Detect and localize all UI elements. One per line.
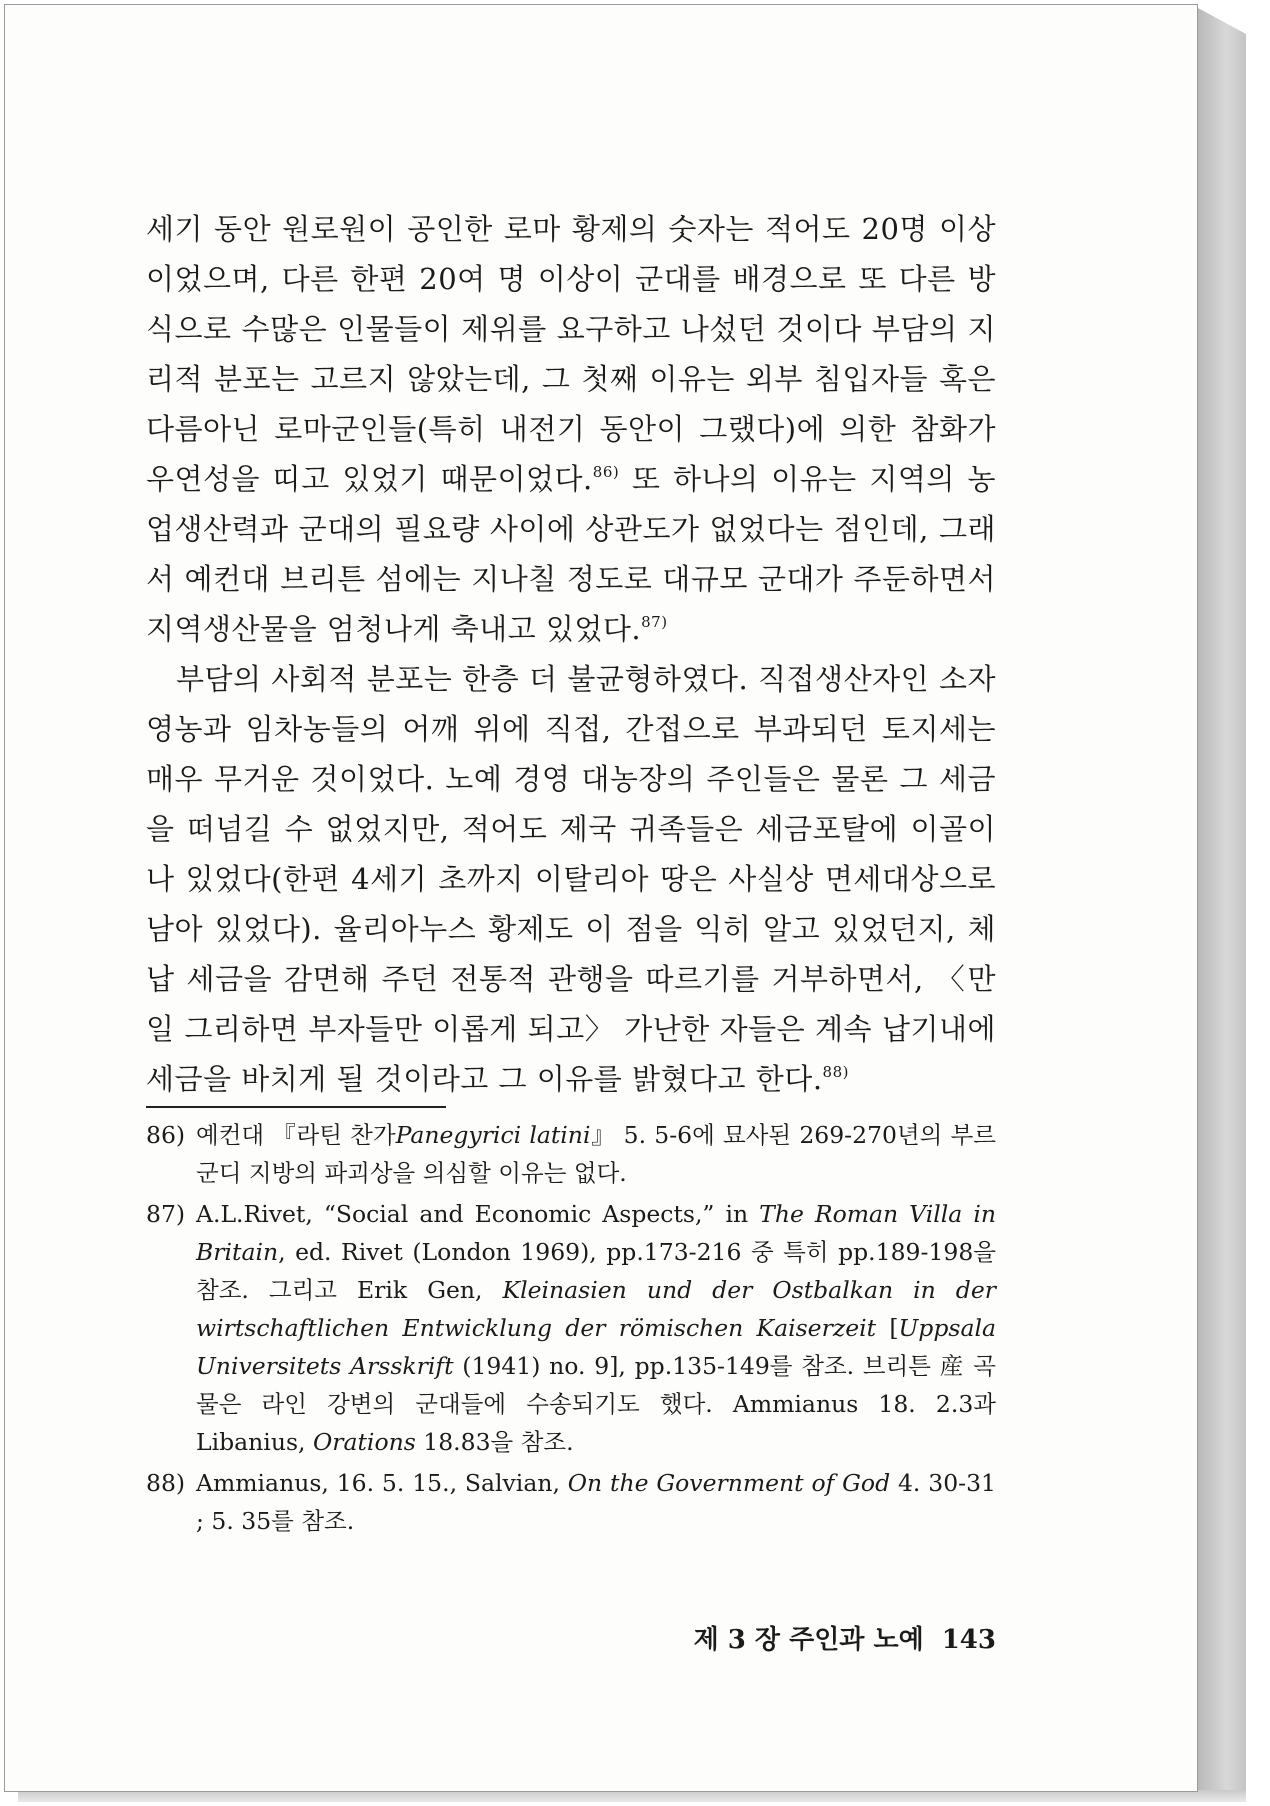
paragraph-1-text-a: 세기 동안 원로원이 공인한 로마 황제의 숫자는 적어도 20명 이상이었으며, 다른 한편 20여 명 이상이 군대를 배경으로 또 다른 방식으로 수많은 인물들이 제위를 요구하고 나섰던 것이다 부담의 지리적 분포는 고르지 않았는데, 그 첫째 이유는 외부 침입자들 혹은 다름아닌 로마군인들(특히 내전기 동안이 그랬다)에 의한 참화가 우연성을 띠고 있었기 때문이었다. <box>146 212 996 496</box>
footnote-87 <box>146 1195 996 1461</box>
footnote-86 <box>146 1116 996 1192</box>
footnote-number: 87) <box>146 1200 186 1228</box>
running-footer <box>680 1622 996 1658</box>
chapter-title: 제 3 장 주인과 노예 <box>693 1625 924 1655</box>
footnote-italic-title: Uppsala Universitets Arsskrift <box>196 1314 996 1380</box>
footnote-italic-title: Kleinasien und der Ostbalkan in der wirtschaftlichen Entwicklung der römischen Kaiserzeit <box>196 1276 996 1342</box>
footnote-text: (1941) no. 9], pp.135-149를 참조. 브리튼 産 곡물은 라인 강변의 군대들에 수송되기도 했다. Ammianus 18. 2.3과 Libanius, <box>196 1352 996 1456</box>
main-text <box>146 204 996 1104</box>
footnote-number: 86) <box>146 1121 186 1149</box>
footnote-text: [ <box>876 1314 899 1342</box>
footnote-text: 』 5. 5-6에 묘사된 269-270년의 부르군디 지방의 파괴상을 의심할 이유는 없다. <box>196 1121 996 1187</box>
footnote-italic-title: Panegyrici latini <box>395 1121 591 1149</box>
footnote-number: 88) <box>146 1469 186 1497</box>
paragraph-2-text: 부담의 사회적 분포는 한층 더 불균형하였다. 직접생산자인 소자영농과 임차농들의 어깨 위에 직접, 간접으로 부과되던 토지세는 매우 무거운 것이었다. 노예 경영 대농장의 주인들은 물론 그 세금을 떠넘길 수 없었지만, 적어도 제국 귀족들은 세금포탈에 이골이 나 있었다(한편 4세기 초까지 이탈리아 땅은 사실상 면세대상으로 남아 있었다). 율리아누스 황제도 이 점을 익히 알고 있었던지, 체납 세금을 감면해 주던 전통적 관행을 따르기를 거부하면서, 〈만일 그리하면 부자들만 이롭게 되고〉 가난한 자들은 계속 납기내에 세금을 바치게 될 것이라고 그 이유를 밝혔다고 한다. <box>146 662 996 1096</box>
footnote-text: , ed. Rivet (London 1969), pp.173-216 중 특히 pp.189-198을 참조. 그리고 Erik Gen, <box>196 1238 996 1304</box>
footnote-italic-title: Orations <box>312 1428 416 1456</box>
footnote-88 <box>146 1464 996 1540</box>
footnote-text: Ammianus, 16. 5. 15., Salvian, <box>196 1469 568 1497</box>
page-number: 143 <box>941 1625 996 1655</box>
paragraph-2 <box>146 654 996 1104</box>
footnote-ref-88: 88) <box>822 1063 849 1081</box>
footnote-text: 18.83을 참조. <box>415 1428 574 1456</box>
paragraph-1-text-b: 또 하나의 이유는 지역의 농업생산력과 군대의 필요량 사이에 상관도가 없었다는 점인데, 그래서 예컨대 브리튼 섬에는 지나칠 정도로 대규모 군대가 주둔하면서 지역생산물을 엄청나게 축내고 있었다. <box>146 462 996 646</box>
footnote-text: 예컨대 『라틴 찬가 <box>196 1121 396 1149</box>
footnote-italic-title: The Roman Villa in Britain <box>196 1200 996 1266</box>
footnote-divider <box>146 1106 446 1108</box>
footnote-text: A.L.Rivet, “Social and Economic Aspects,” in <box>196 1200 760 1228</box>
paragraph-1 <box>146 204 996 654</box>
page-edge-shadow <box>1198 8 1246 1794</box>
footnote-ref-86: 86) <box>592 463 620 481</box>
footnote-ref-87: 87) <box>641 613 668 631</box>
footnote-text: 4. 30-31 ; 5. 35를 참조. <box>196 1469 996 1535</box>
footnotes <box>146 1116 996 1543</box>
footnote-italic-title: On the Government of God <box>567 1469 891 1497</box>
